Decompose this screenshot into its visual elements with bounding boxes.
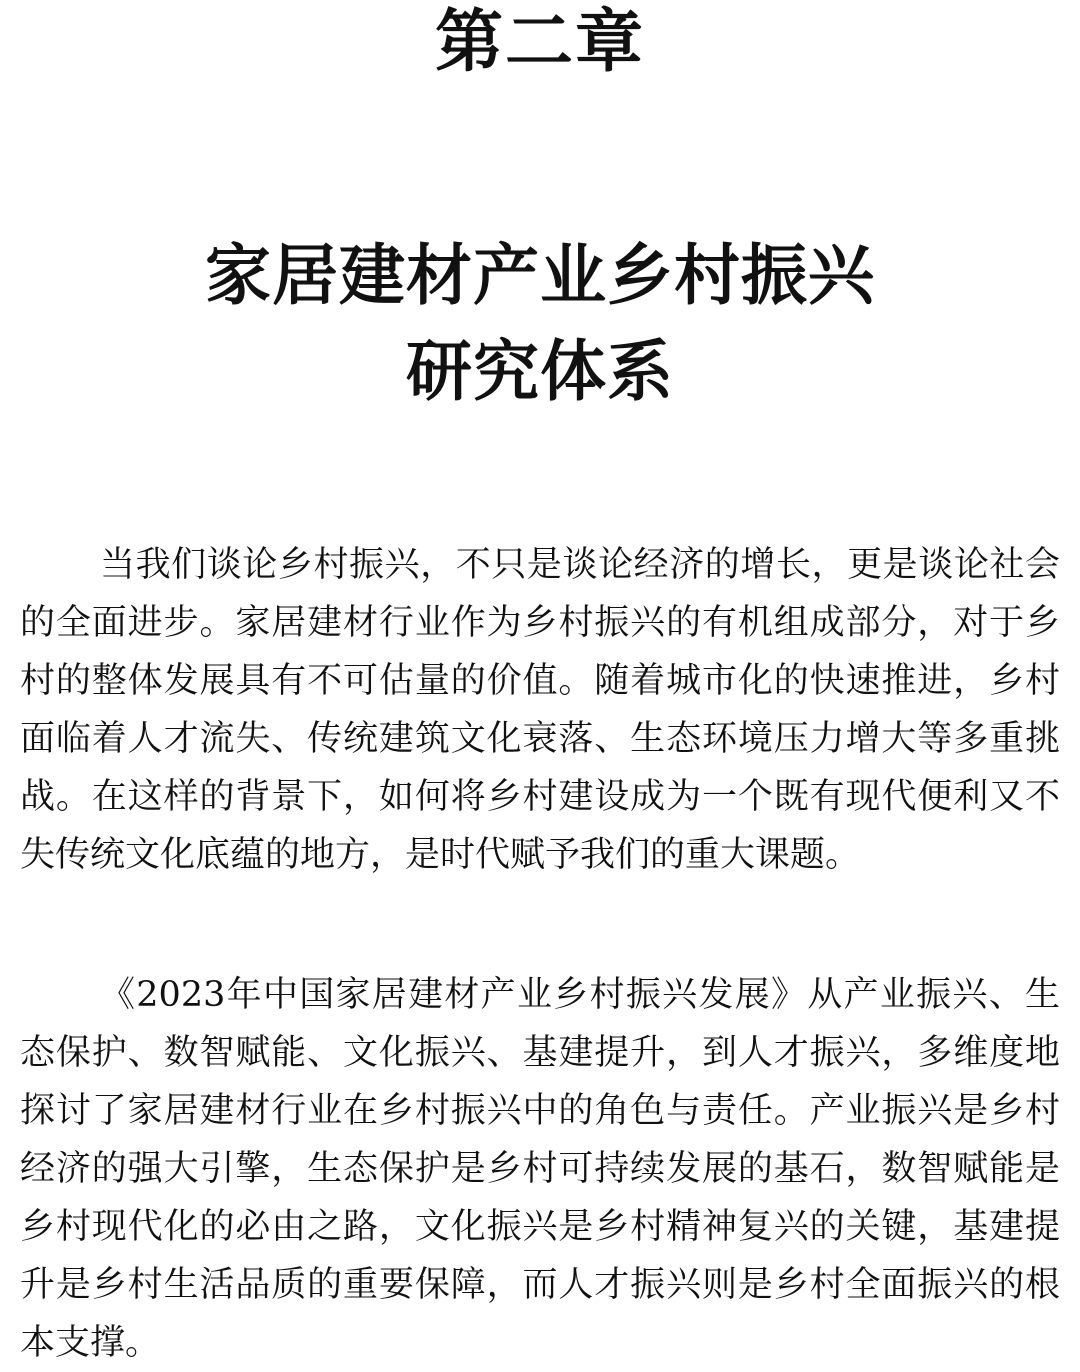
chapter-title-line-2: 研究体系 <box>406 333 674 410</box>
chapter-number: 第二章 <box>434 3 645 82</box>
body-paragraph-2: 《2023年中国家居建材产业乡村振兴发展》从产业振兴、生态保护、数智赋能、文化振兴、基建提升，到人才振兴，多维度地探讨了家居建材行业在乡村振兴中的角色与责任。产业振兴是乡村经济的强大引擎，生态保护是乡村可持续发展的基石，数智赋能是乡村现代化的必由之路，文化振兴是乡村精神复兴的关键，基建提升是乡村生活品质的重要保障，而人才振兴则是乡村全面振兴的根本支撑。 <box>20 975 1060 1363</box>
chapter-title <box>0 228 1080 420</box>
body-paragraph-1: 当我们谈论乡村振兴，不只是谈论经济的增长，更是谈论社会的全面进步。家居建材行业作为乡村振兴的有机组成部分，对于乡村的整体发展具有不可估量的价值。随着城市化的快速推进，乡村面临着人才流失、传统建筑文化衰落、生态环境压力增大等多重挑战。在这样的背景下，如何将乡村建设成为一个既有现代便利又不失传统文化底蕴的地方，是时代赋予我们的重大课题。 <box>20 545 1060 875</box>
chapter-title-line-1: 家居建材产业乡村振兴 <box>205 237 875 314</box>
